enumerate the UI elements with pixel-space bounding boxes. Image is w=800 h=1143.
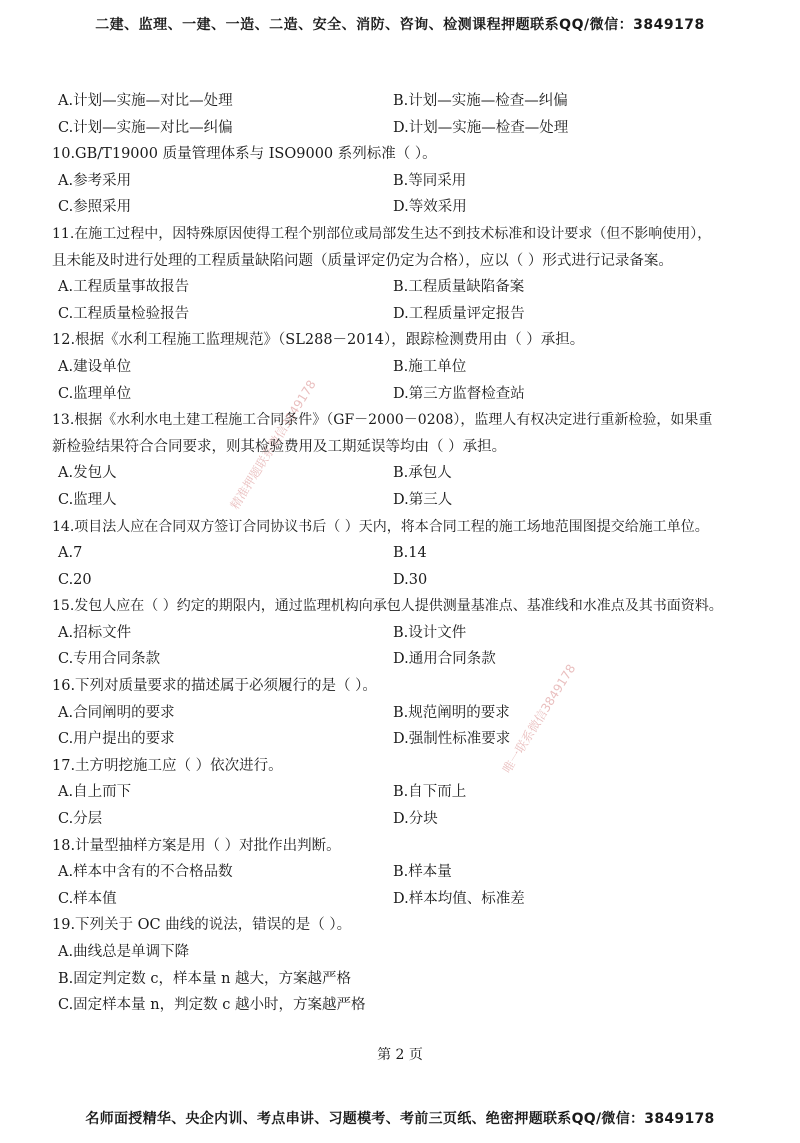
question-stem: 11.在施工过程中，因特殊原因使得工程个别部位或局部发生达不到技术标准和设计要求（但不影响使用）， (52, 225, 712, 242)
page-header: 二建、监理、一建、一造、二造、安全、消防、咨询、检测课程押题联系QQ/微信：3849178 (95, 17, 705, 33)
options-row (58, 168, 748, 195)
option: B.设计文件 (393, 624, 467, 641)
option: D.强制性标准要求 (393, 731, 511, 748)
options-row (58, 779, 748, 806)
option: A.发包人 (58, 465, 117, 482)
option: A.样本中含有的不合格品数 (58, 864, 233, 881)
option: D.第三人 (393, 491, 453, 508)
options-row (58, 806, 748, 833)
options-row (58, 194, 748, 221)
question-stem: 且未能及时进行处理的工程质量缺陷问题（质量评定仍定为合格），应以（ ）形式进行记录备案。 (52, 252, 673, 269)
options-row (58, 620, 748, 647)
options-row (58, 115, 748, 142)
option: A.计划—实施—对比—处理 (58, 93, 233, 109)
option: B.计划—实施—检查—纠偏 (393, 93, 568, 109)
question-stem: 17.土方明挖施工应（ ）依次进行。 (52, 757, 283, 774)
option: B.固定判定数 c，样本量 n 越大，方案越严格 (58, 970, 352, 987)
options-row (58, 381, 748, 408)
option: C.计划—实施—对比—纠偏 (58, 119, 233, 136)
options-row (58, 460, 748, 487)
option: D.第三方监督检查站 (393, 385, 525, 402)
question-stem: 15.发包人应在（ ）约定的期限内，通过监理机构向承包人提供测量基准点、基准线和水准点及其书面资料。 (52, 598, 723, 615)
options-row (58, 274, 748, 301)
option: C.参照采用 (58, 199, 132, 216)
question-stem: 19.下列关于 OC 曲线的说法，错误的是（ ）。 (52, 917, 352, 934)
options-row (58, 487, 748, 514)
page-footer: 名师面授精华、央企内训、考点串讲、习题模考、考前三页纸、绝密押题联系QQ/微信：3849178 (85, 1111, 715, 1127)
option: D.30 (393, 571, 428, 588)
option: C.监理单位 (58, 385, 132, 402)
question-stem: 13.根据《水利水电土建工程施工合同条件》（GF－2000－0208），监理人有权决定进行重新检验，如果重 (52, 412, 713, 429)
question-stem: 14.项目法人应在合同双方签订合同协议书后（ ）天内，将本合同工程的施工场地范围图提交给施工单位。 (52, 518, 709, 535)
options-row (58, 700, 748, 727)
option: D.通用合同条款 (393, 651, 496, 668)
options-row (58, 301, 748, 328)
option: A.曲线总是单调下降 (58, 944, 190, 960)
option: B.施工单位 (393, 358, 467, 375)
option: A.自上而下 (58, 784, 132, 801)
question-stem: 16.下列对质量要求的描述属于必须履行的是（ ）。 (52, 678, 377, 695)
question-stem: 12.根据《水利工程施工监理规范》（SL288－2014），跟踪检测费用由（ ）承担。 (52, 332, 585, 349)
option: C.固定样本量 n，判定数 c 越小时，方案越严格 (58, 997, 366, 1014)
option: C.样本值 (58, 890, 117, 907)
options-row (58, 726, 748, 753)
option: B.承包人 (393, 465, 452, 482)
option: B.14 (393, 545, 427, 562)
option: C.用户提出的要求 (58, 731, 175, 748)
option: B.自下而上 (393, 784, 467, 801)
option: A.招标文件 (58, 624, 132, 641)
watermark: 唯一联系微信3849178 (499, 661, 579, 776)
options-row (58, 886, 748, 913)
option: A.7 (58, 545, 83, 562)
options-row (58, 859, 748, 886)
options-row (58, 567, 748, 594)
option: D.等效采用 (393, 199, 467, 216)
question-stem: 新检验结果符合合同要求，则其检验费用及工期延误等均由（ ）承担。 (52, 438, 507, 455)
option: C.工程质量检验报告 (58, 305, 190, 322)
option: D.计划—实施—检查—处理 (393, 119, 569, 136)
option: C.分层 (58, 811, 103, 828)
option: C.专用合同条款 (58, 651, 161, 668)
option: A.工程质量事故报告 (58, 279, 190, 296)
option: A.合同阐明的要求 (58, 704, 175, 721)
option: A.建设单位 (58, 358, 132, 375)
question-stem: 10.GB/T19000 质量管理体系与 ISO9000 系列标准（ ）。 (52, 146, 437, 163)
option: A.参考采用 (58, 172, 132, 189)
watermark: 精准押题联系微信3849178 (227, 377, 319, 512)
page-number: 第 2 页 (377, 1047, 423, 1063)
option: B.样本量 (393, 864, 452, 881)
options-row (58, 540, 748, 567)
options-row (58, 646, 748, 673)
options-row (58, 88, 748, 115)
option: D.工程质量评定报告 (393, 305, 525, 322)
option: C.20 (58, 571, 92, 588)
question-stem: 18.计量型抽样方案是用（ ）对批作出判断。 (52, 837, 341, 854)
option: B.规范阐明的要求 (393, 704, 510, 721)
option: C.监理人 (58, 491, 117, 508)
option: D.样本均值、标准差 (393, 890, 525, 907)
option: D.分块 (393, 811, 438, 828)
option: B.等同采用 (393, 172, 467, 189)
option: B.工程质量缺陷备案 (393, 279, 525, 296)
question-list (52, 88, 748, 1019)
options-row (58, 354, 748, 381)
